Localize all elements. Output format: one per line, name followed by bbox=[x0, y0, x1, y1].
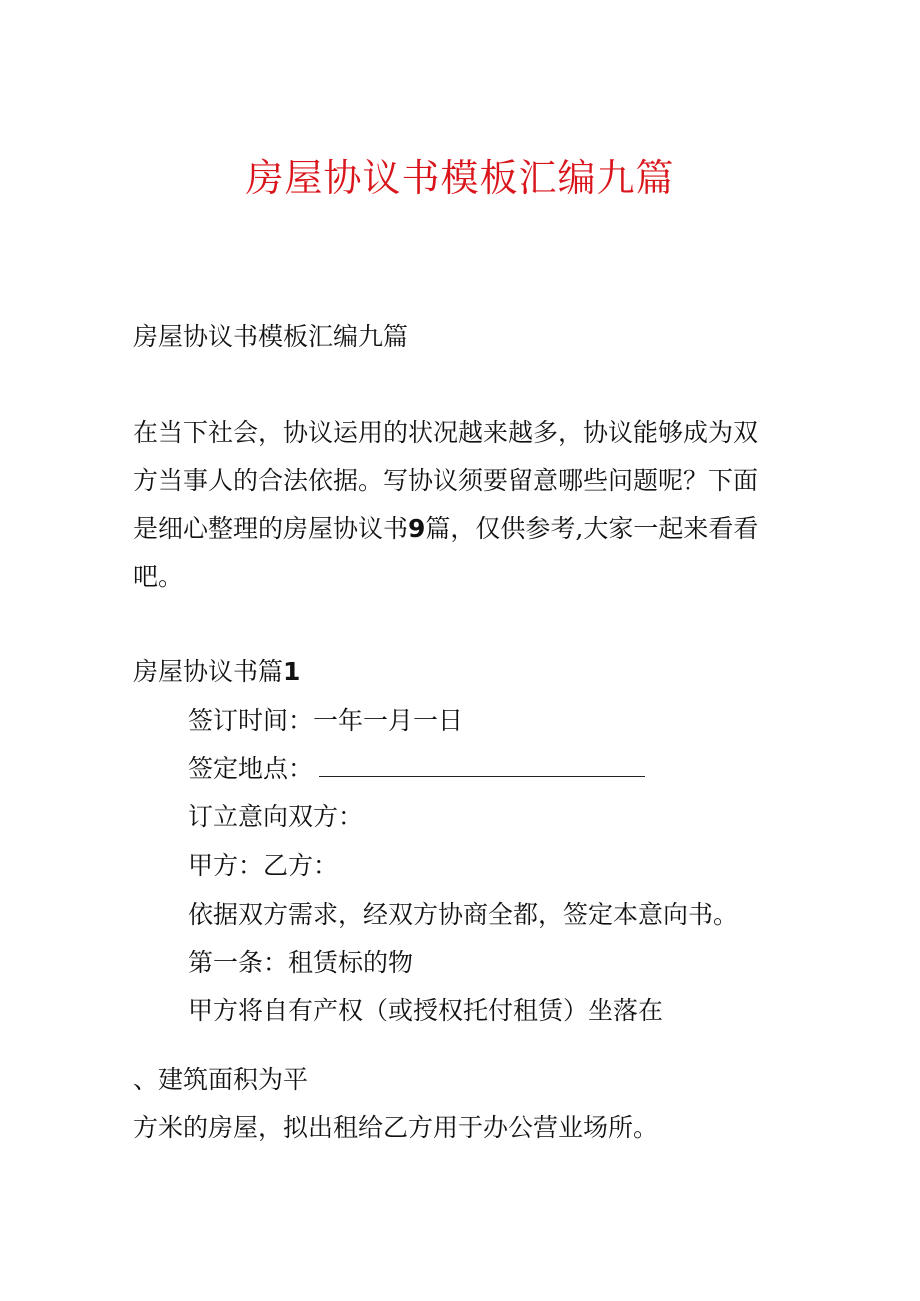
party-names: 甲方：乙方： bbox=[188, 851, 339, 880]
sign-place-blank bbox=[319, 752, 645, 777]
sign-place-label: 签定地点： bbox=[188, 754, 314, 783]
sign-place bbox=[188, 752, 645, 786]
intro-line-3 bbox=[133, 512, 758, 546]
sign-time: 签订时间：一年一月一日 bbox=[188, 706, 464, 735]
article-1-line-2: 、建筑面积为平 bbox=[133, 1065, 309, 1094]
section-heading-text: 房屋协议书篇 bbox=[133, 657, 284, 686]
intro-line-1: 在当下社会，协议运用的状况越来越多，协议能够成为双 bbox=[133, 418, 759, 447]
agreement-basis: 依据双方需求，经双方协商全都，签定本意向书。 bbox=[188, 900, 739, 929]
section-heading bbox=[133, 655, 300, 689]
intro-line-4: 吧。 bbox=[133, 562, 184, 591]
intro-line-2: 方当事人的合法依据。写协议须要留意哪些问题呢？下面 bbox=[133, 466, 759, 495]
article-1-title: 第一条：租赁标的物 bbox=[188, 948, 414, 977]
parties-label: 订立意向双方： bbox=[188, 802, 364, 831]
intro-line-3-post: 篇，仅供参考,大家一起来看看 bbox=[425, 514, 759, 543]
intro-line-3-pre: 是细心整理的房屋协议书 bbox=[133, 514, 409, 543]
article-1-line-1: 甲方将自有产权（或授权托付租赁）坐落在 bbox=[188, 996, 664, 1025]
document-title: 房屋协议书模板汇编九篇 bbox=[245, 156, 675, 200]
section-heading-number: 1 bbox=[283, 657, 301, 686]
subtitle: 房屋协议书模板汇编九篇 bbox=[133, 322, 409, 351]
intro-count: 9 bbox=[408, 514, 426, 543]
article-1-line-3: 方米的房屋，拟出租给乙方用于办公营业场所。 bbox=[133, 1113, 659, 1142]
